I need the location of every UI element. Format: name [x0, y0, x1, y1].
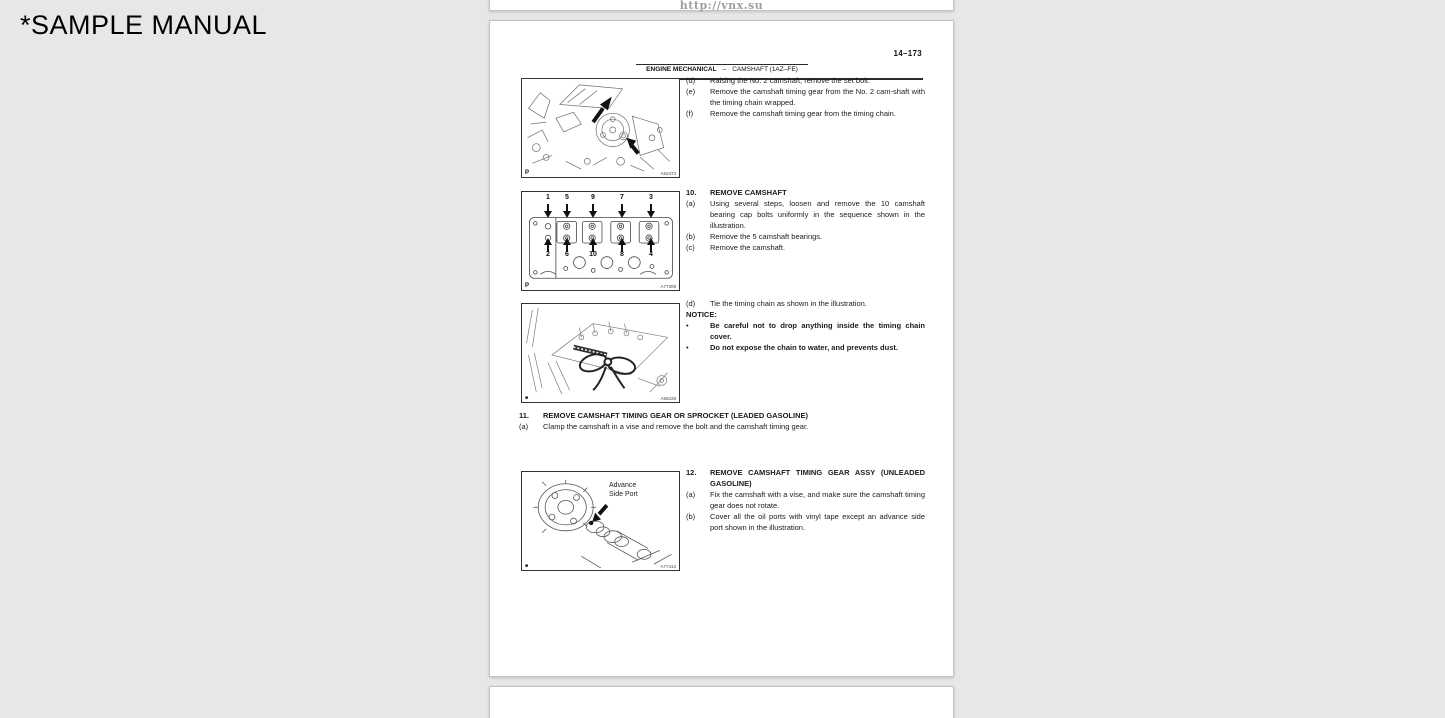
procedure-step [686, 86, 925, 108]
procedure-block-notice [686, 298, 925, 353]
step-text: Remove the camshaft. [710, 243, 786, 252]
procedure-block-11 [519, 410, 925, 432]
arrow-up-right-icon [593, 97, 612, 122]
next-page-edge [489, 686, 954, 718]
procedure-step [519, 421, 925, 432]
step-marker: • [686, 343, 689, 352]
step-text: Using several steps, loosen and remove the 10 camshaft bearing cap bolts uniformly in the sequence shown in the illustration. [710, 199, 925, 230]
bow-knot [578, 351, 637, 390]
sample-manual-title: *SAMPLE MANUAL [20, 10, 268, 40]
figure-corner-marker: P [525, 170, 530, 176]
step-title: REMOVE CAMSHAFT [710, 188, 787, 197]
step-number: 10. [686, 188, 697, 197]
step-marker: • [686, 321, 689, 330]
step-text: Remove the camshaft timing gear from the No. 2 cam-shaft with the timing chain wrapped. [710, 87, 925, 107]
procedure-block-12 [686, 467, 925, 533]
step-marker: (a) [686, 199, 696, 208]
figure-code: A56228 [660, 396, 676, 401]
running-header-text [636, 64, 808, 73]
previous-page-edge [489, 0, 954, 11]
step-marker: (b) [686, 232, 696, 241]
bolt-number: 3 [649, 194, 653, 201]
figure-advance-side-port [521, 471, 680, 571]
step-text: Tie the timing chain as shown in the illustration. [710, 299, 867, 308]
arrow-down-icon [588, 204, 598, 218]
procedure-step [686, 242, 925, 253]
bolt-number: 8 [620, 251, 624, 258]
step-text: Do not expose the chain to water, and prevents dust. [710, 343, 898, 352]
advance-side-port-label: Advance Side Port [609, 482, 638, 498]
step-marker: (e) [686, 87, 696, 96]
figure-corner-marker: ■ [525, 563, 529, 569]
manual-page [489, 20, 954, 677]
bolt-number: 1 [546, 194, 550, 201]
procedure-step [686, 342, 925, 353]
step-marker: (a) [686, 490, 696, 499]
step-marker: (b) [686, 512, 696, 521]
step-text: Cover all the oil ports with vinyl tape except an advance side port shown in the illustration. [710, 512, 925, 532]
bolt-number: 2 [546, 251, 550, 258]
bolt-number: 9 [591, 194, 595, 201]
header-topic: CAMSHAFT (1AZ–FE) [732, 66, 798, 73]
bolt-number: 10 [589, 251, 597, 258]
step-marker: (d) [686, 76, 696, 85]
step-marker: (d) [686, 299, 696, 308]
step-marker: (c) [686, 243, 695, 252]
header-section: ENGINE MECHANICAL [646, 66, 717, 73]
step-text: Remove the camshaft timing gear from the timing chain. [710, 109, 896, 118]
step-number: 11. [519, 411, 530, 420]
bolt-number: 4 [649, 251, 653, 258]
procedure-step [686, 231, 925, 242]
engine-timing-gear-illustration [522, 79, 679, 177]
procedure-step [686, 511, 925, 533]
step-text: Remove the 5 camshaft bearings. [710, 232, 823, 241]
step-title: REMOVE CAMSHAFT TIMING GEAR ASSY (UNLEADED GASOLINE) [710, 468, 925, 488]
page-number: 14–173 [893, 49, 922, 58]
arrow-down-icon [617, 204, 627, 218]
step-text: Clamp the camshaft in a vise and remove the bolt and the camshaft timing gear. [543, 422, 809, 431]
bolt-number: 6 [565, 251, 569, 258]
procedure-step [686, 320, 925, 342]
figure-bolt-sequence [521, 191, 680, 291]
site-watermark: http://vnx.su [679, 0, 764, 12]
figure-chain-tied [521, 303, 680, 403]
figure-corner-marker: P [525, 283, 530, 289]
camshaft-gear-illustration [522, 472, 679, 570]
figure-code: A52473 [660, 171, 676, 176]
arrow-down-icon [646, 204, 656, 218]
procedure-step [686, 108, 925, 119]
arrow-down-icon [562, 204, 572, 218]
procedure-step [686, 198, 925, 231]
procedure-step [686, 489, 925, 511]
arrow-down-left-icon [592, 505, 607, 522]
figure-corner-marker: ■ [525, 395, 529, 401]
step-marker: (a) [519, 422, 529, 431]
step-text: Be careful not to drop anything inside the timing chain cover. [710, 321, 925, 341]
step-number: 12. [686, 468, 697, 477]
figure-code: A77413 [660, 564, 676, 569]
step-title: REMOVE CAMSHAFT TIMING GEAR OR SPROCKET (LEADED GASOLINE) [543, 411, 809, 420]
procedure-block-def [686, 75, 925, 119]
step-marker: (f) [686, 109, 694, 118]
notice-label: NOTICE: [686, 310, 717, 319]
procedure-block-10 [686, 187, 925, 253]
bolt-number: 5 [565, 194, 569, 201]
step-text: Fix the camshaft with a vise, and make sure the camshaft timing gear does not rotate. [710, 490, 925, 510]
arrow-down-icon [543, 204, 553, 218]
bolt-number: 7 [620, 194, 624, 201]
tied-timing-chain-illustration [522, 304, 679, 402]
header-separator: – [722, 66, 727, 73]
figure-timing-gear-removal [521, 78, 680, 178]
procedure-step [686, 298, 925, 309]
procedure-step [686, 75, 925, 86]
figure-code: A77309 [660, 284, 676, 289]
arrow-up-left-icon [626, 138, 638, 154]
step-text: Raising the No. 2 camshaft, remove the set bolt. [710, 76, 871, 85]
